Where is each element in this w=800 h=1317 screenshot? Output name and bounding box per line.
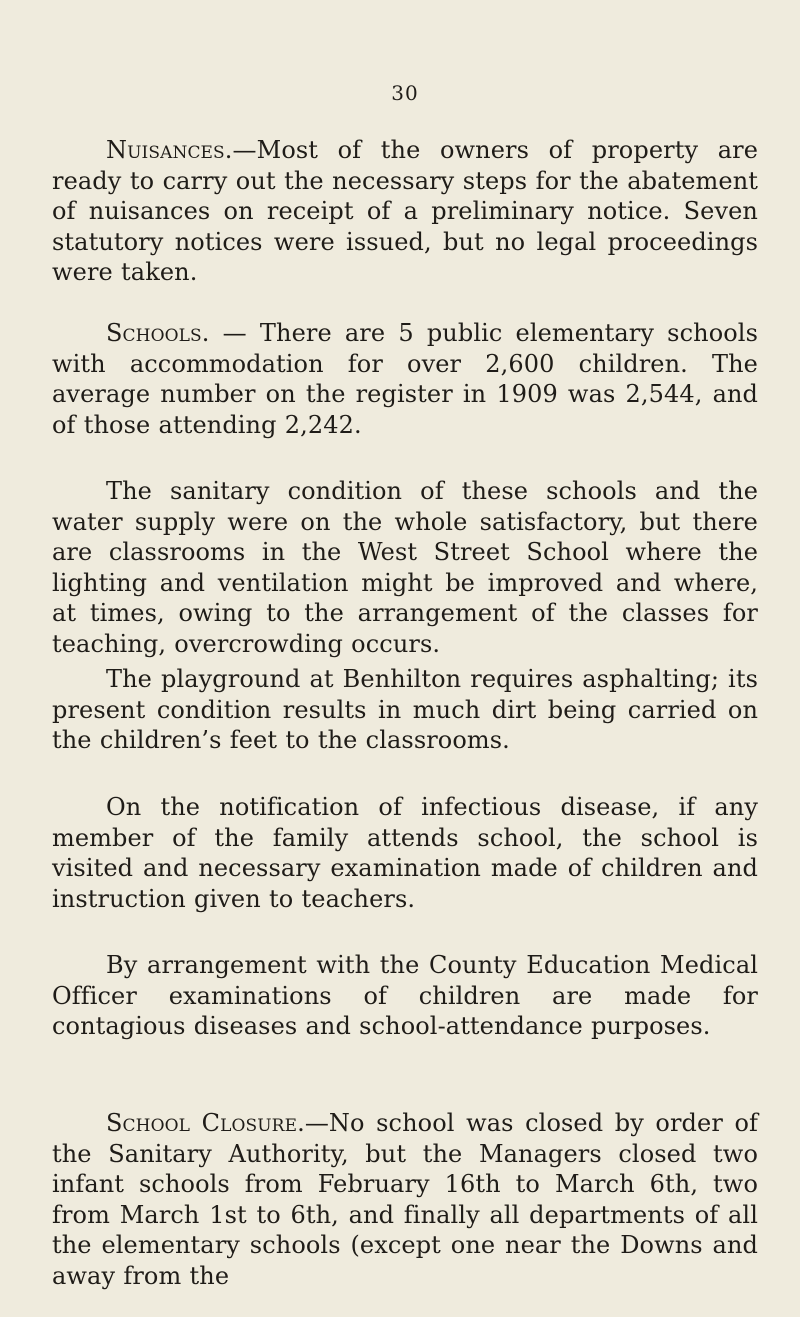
paragraph-school-closure [52, 1108, 758, 1292]
section-heading-schools: Schools. [106, 319, 210, 347]
paragraph-text: — There are 5 public elementary schools with accommodation for over 2,600 children. The average number on the register in 1909 was 2,544, and of those attending 2,242. [52, 319, 758, 439]
page-number: 30 [391, 81, 419, 105]
paragraph-infectious-disease: On the notification of infectious disease, if any member of the family attends school, the school is visited and necessary examination made of children and instruction given to teachers. [52, 793, 758, 913]
paragraph-medical-officer: By arrangement with the County Education Medical Officer examinations of children are made for contagious diseases and school-attendance purposes. [52, 951, 758, 1041]
paragraph-text: —Most of the owners of property are ready to carry out the necessary steps for the abatement of nuisances on receipt of a preliminary notice. Seven statutory notices were issued, but no legal proceedings were taken. [52, 136, 758, 287]
paragraph-text: —No school was closed by order of the Sanitary Authority, but the Managers closed two infant schools from February 16th to March 6th, two from March 1st to 6th, and finally all departments of all the elementary schools (except one near the Downs and away from the [52, 1109, 758, 1290]
paragraph-schools [52, 318, 758, 440]
section-heading-school-closure: School Closure. [106, 1109, 305, 1137]
paragraph-nuisances [52, 135, 758, 288]
paragraph-playground: The playground at Benhilton requires asphalting; its present condition results in much dirt being carried on the children’s feet to the classrooms. [52, 665, 758, 755]
paragraph-sanitary-condition: The sanitary condition of these schools and the water supply were on the whole satisfactory, but there are classrooms in the West Street School where the lighting and ventilation might be improved and where, at times, owing to the arrangement of the classes for teaching, overcrowding occurs. [52, 477, 758, 658]
document-page [52, 0, 758, 1317]
section-heading-nuisances: Nuisances. [106, 136, 233, 164]
